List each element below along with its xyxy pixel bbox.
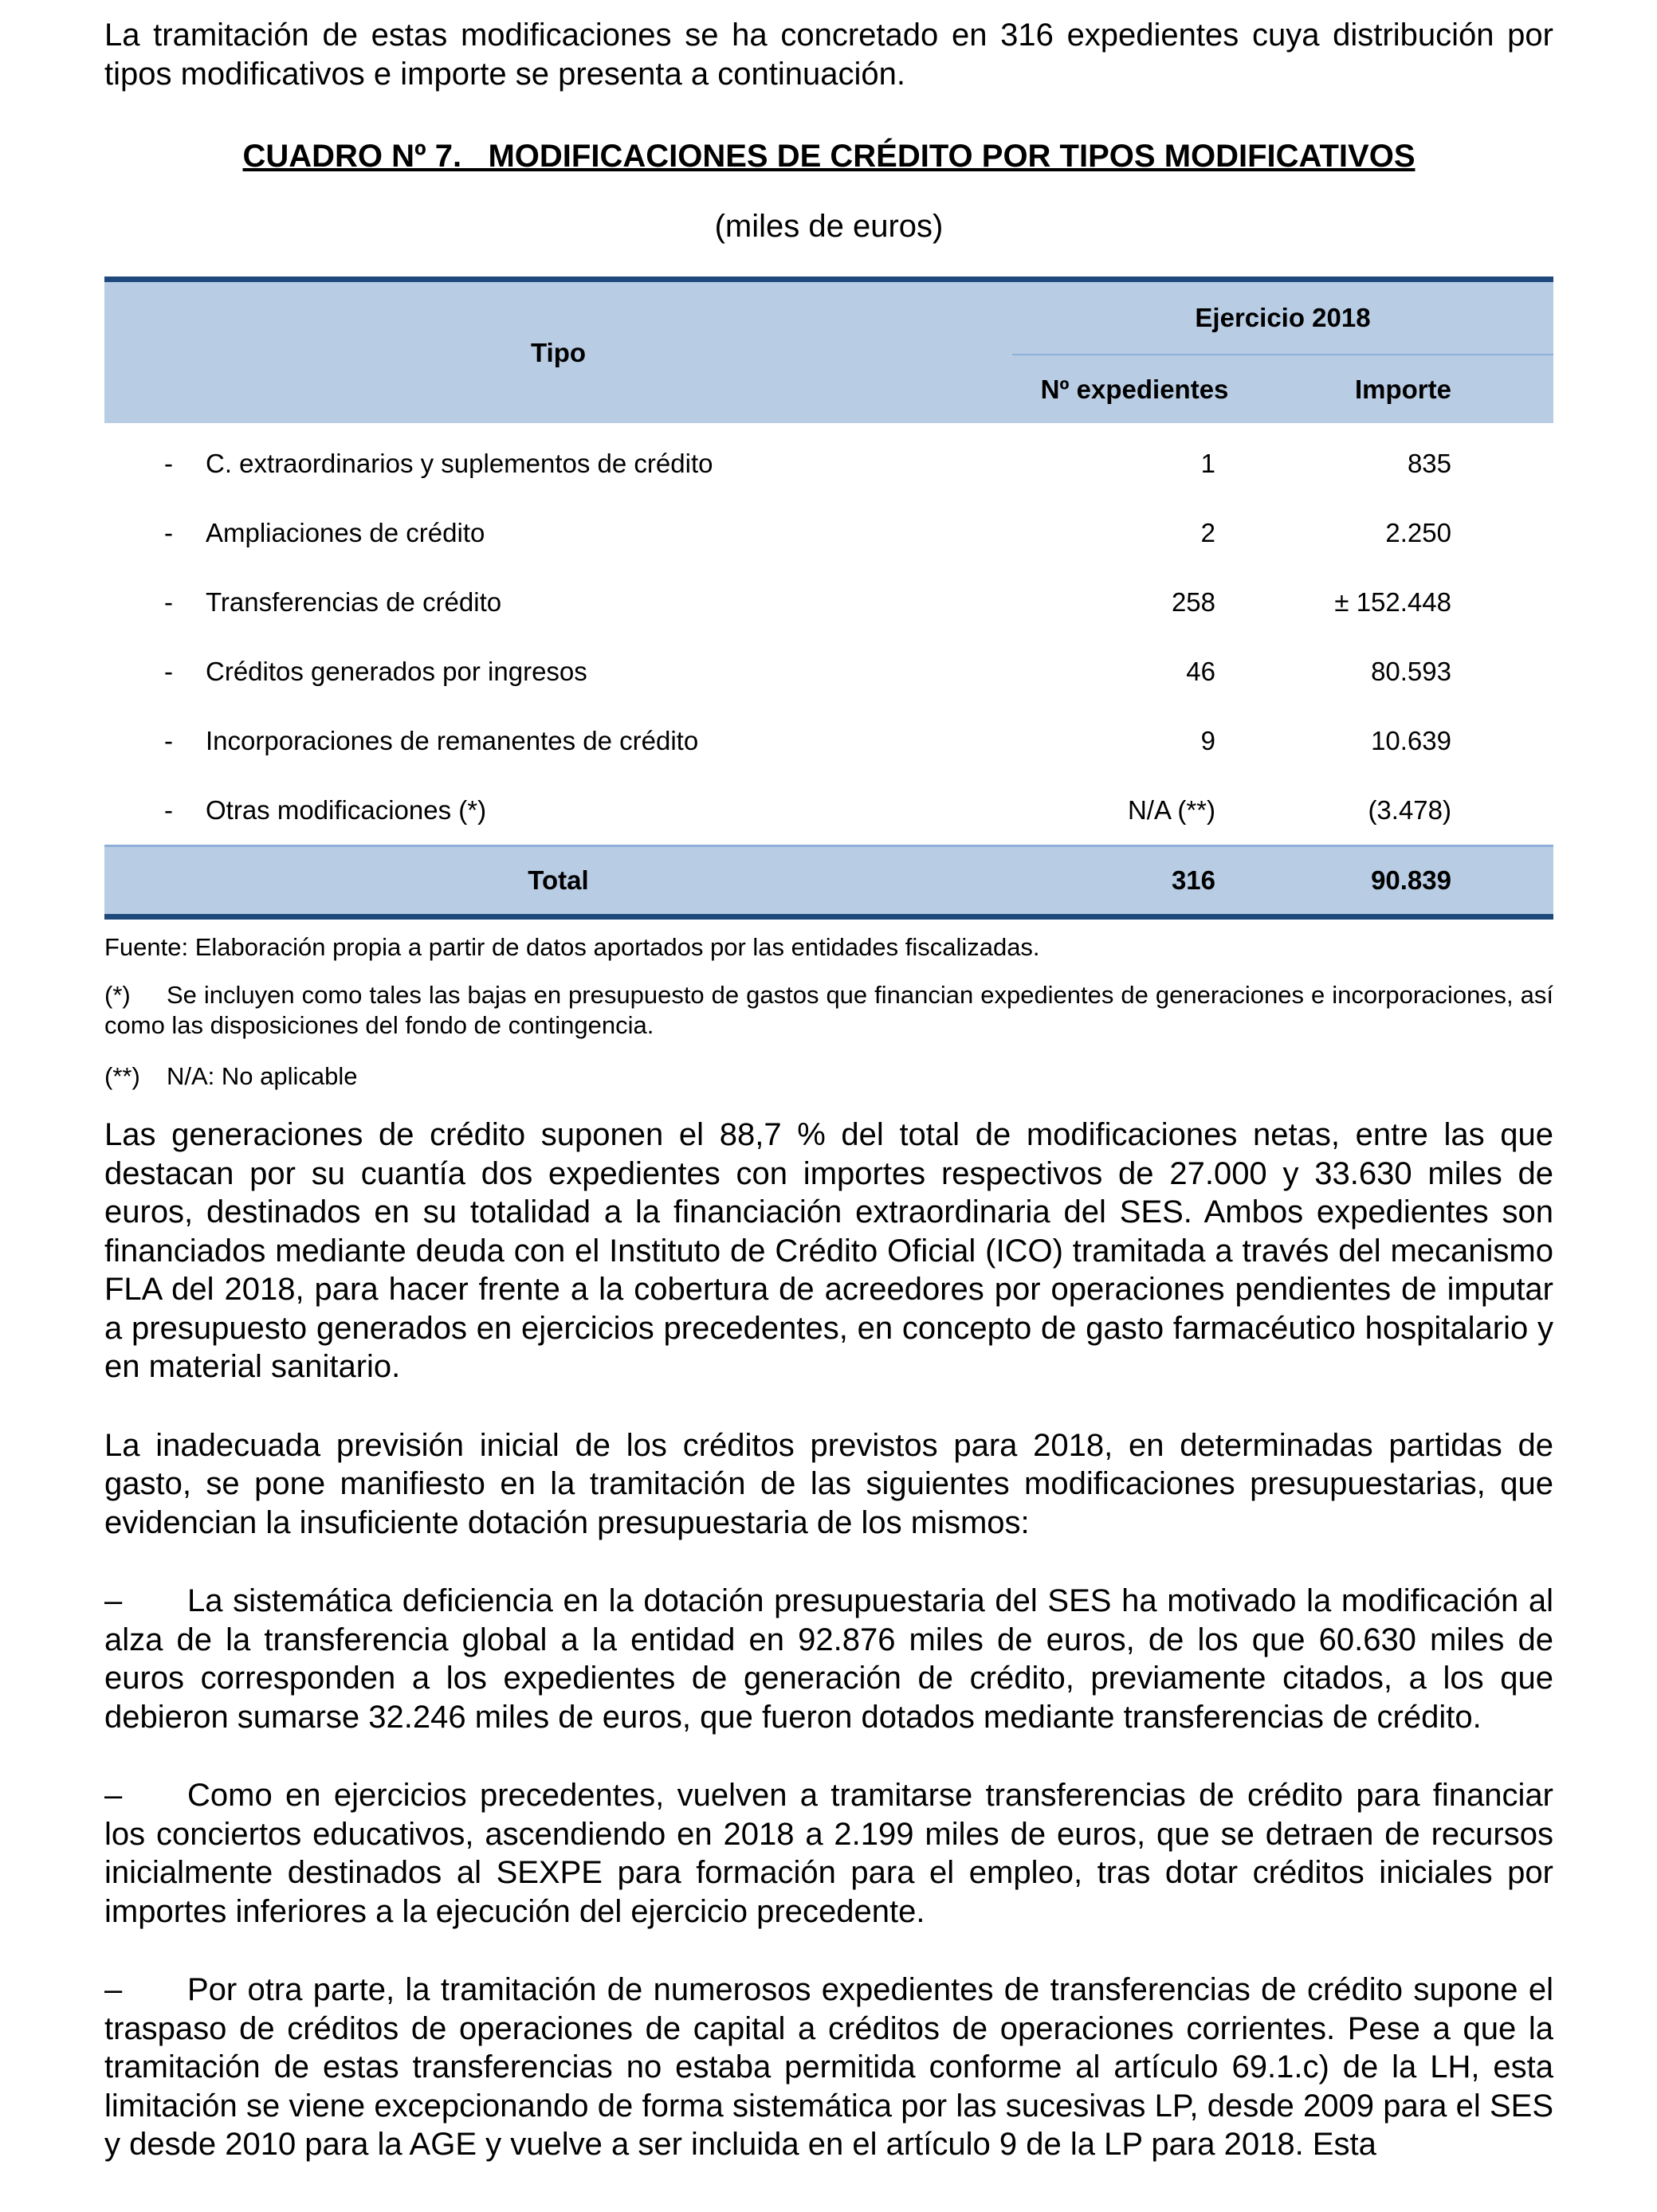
header-tipo: Tipo bbox=[104, 280, 1012, 424]
header-expedientes: Nº expedientes bbox=[1040, 374, 1229, 404]
header-importe: Importe bbox=[1354, 374, 1451, 404]
footnote-2 bbox=[104, 1061, 1553, 1092]
row-expedientes: N/A (**) bbox=[1127, 794, 1215, 825]
modificaciones-table bbox=[104, 276, 1553, 920]
paragraph-generaciones: Las generaciones de crédito suponen el 88,7 % del total de modificaciones netas, entre las que destacan por su cuantía dos expedientes con importes respectivos de 27.000 y 33.630 miles de euros, destinados en su totalidad a la financiación extraordinaria del SES. Ambos expedientes son financiados mediante deuda con el Instituto de Crédito Oficial (ICO) tramitada a través del mecanismo FLA del 2018, para hacer frente a la cobertura de acreedores por operaciones pendientes de imputar a presupuesto generados en ejercicios precedentes, en concepto de gasto farmacéutico hospitalario y en material sanitario. bbox=[104, 1117, 1553, 1384]
row-dash: - bbox=[164, 794, 173, 825]
footnote-1-text: Se incluyen como tales las bajas en presupuesto de gastos que financian expedientes de generaciones e incorporaciones, así como las disposiciones del fondo de contingencia. bbox=[104, 981, 1553, 1039]
bullet-ses-text: La sistemática deficiencia en la dotación presupuestaria del SES ha motivado la modificación al alza de la transferencia global a la entidad en 92.876 miles de euros, de los que 60.630 miles de euros corresponden a los expedientes de generación de crédito, previamente citados, a los que debieron sumarse 32.246 miles de euros, que fueron dotados mediante transferencias de crédito. bbox=[104, 1583, 1553, 1735]
total-importe: 90.839 bbox=[1257, 846, 1553, 917]
bullet-dash: – bbox=[104, 1583, 123, 1618]
row-expedientes: 1 bbox=[1200, 448, 1215, 478]
table-row bbox=[104, 775, 1553, 846]
bullet-conciertos-text: Como en ejercicios precedentes, vuelven a tramitarse transferencias de crédito para financiar los conciertos educativos, ascendiendo en 2018 a 2.199 miles de euros, que se detraen de recursos inicialmente destinados al SEXPE para formación para el empleo, tras dotar créditos iniciales por importes inferiores a la ejecución del ejercicio precedente. bbox=[104, 1778, 1553, 1929]
table-row bbox=[104, 498, 1553, 567]
table-row bbox=[104, 706, 1553, 775]
table-subtitle: (miles de euros) bbox=[714, 209, 944, 244]
bullet-conciertos bbox=[104, 1776, 1553, 1931]
table-row bbox=[104, 423, 1553, 498]
row-importe: 10.639 bbox=[1371, 725, 1451, 755]
row-importe: ± 152.448 bbox=[1334, 586, 1451, 617]
table-row bbox=[104, 567, 1553, 637]
table-total-row bbox=[104, 846, 1553, 917]
row-tipo: Transferencias de crédito bbox=[206, 586, 502, 617]
bullet-transferencias-text: Por otra parte, la tramitación de numerosos expedientes de transferencias de crédito supone el traspaso de créditos de operaciones de capital a créditos de operaciones corrientes. Pese a que la tramitación de estas transferencias no estaba permitida conforme al artículo 69.1.c) de la LH, esta limitación se viene excepcionando de forma sistemática por las sucesivas LP, desde 2009 para el SES y desde 2010 para la AGE y vuelve a ser incluida en el artículo 9 de la LP para 2018. Esta bbox=[104, 1972, 1553, 2162]
table-title: CUADRO Nº 7. MODIFICACIONES DE CRÉDITO POR TIPOS MODIFICATIVOS bbox=[242, 139, 1416, 174]
row-importe: 2.250 bbox=[1385, 517, 1451, 547]
row-expedientes: 9 bbox=[1200, 725, 1215, 755]
row-expedientes: 258 bbox=[1171, 586, 1215, 617]
row-dash: - bbox=[164, 725, 173, 755]
row-expedientes: 2 bbox=[1200, 517, 1215, 547]
total-expedientes: 316 bbox=[1012, 846, 1257, 917]
total-label: Total bbox=[104, 846, 1012, 917]
row-dash: - bbox=[164, 517, 173, 547]
source-note: Fuente: Elaboración propia a partir de datos aportados por las entidades fiscalizadas. bbox=[104, 933, 1040, 961]
bullet-dash: – bbox=[104, 1972, 123, 2007]
footnote-1 bbox=[104, 980, 1553, 1041]
table-notes bbox=[104, 932, 1553, 1092]
footnote-2-mark: (**) bbox=[104, 1062, 140, 1090]
bullet-transferencias bbox=[104, 1971, 1553, 2164]
table-header-row bbox=[104, 280, 1553, 355]
document-page bbox=[104, 16, 1553, 2164]
bullet-ses bbox=[104, 1582, 1553, 1736]
row-importe: 80.593 bbox=[1371, 656, 1451, 686]
header-ejercicio: Ejercicio 2018 bbox=[1012, 280, 1553, 355]
paragraph-prevision: La inadecuada previsión inicial de los créditos previstos para 2018, en determinadas partidas de gasto, se pone manifiesto en la tramitación de las siguientes modificaciones presupuestarias, que evidencian la insuficiente dotación presupuestaria de los mismos: bbox=[104, 1427, 1553, 1540]
intro-paragraph: La tramitación de estas modificaciones se ha concretado en 316 expedientes cuya distribución por tipos modificativos e importe se presenta a continuación. bbox=[104, 18, 1553, 92]
row-expedientes: 46 bbox=[1186, 656, 1215, 686]
row-dash: - bbox=[164, 586, 173, 617]
table-row bbox=[104, 637, 1553, 706]
footnote-2-text: N/A: No aplicable bbox=[167, 1062, 358, 1090]
row-tipo: Créditos generados por ingresos bbox=[206, 656, 587, 686]
row-dash: - bbox=[164, 448, 173, 478]
footnote-1-mark: (*) bbox=[104, 981, 131, 1009]
bullet-dash: – bbox=[104, 1778, 123, 1813]
row-importe: 835 bbox=[1407, 448, 1451, 478]
row-tipo: C. extraordinarios y suplementos de crédito bbox=[206, 448, 713, 478]
row-tipo: Ampliaciones de crédito bbox=[206, 517, 485, 547]
row-tipo: Otras modificaciones (*) bbox=[206, 794, 487, 825]
row-tipo: Incorporaciones de remanentes de crédito bbox=[206, 725, 699, 755]
row-importe: (3.478) bbox=[1368, 794, 1451, 825]
row-dash: - bbox=[164, 656, 173, 686]
